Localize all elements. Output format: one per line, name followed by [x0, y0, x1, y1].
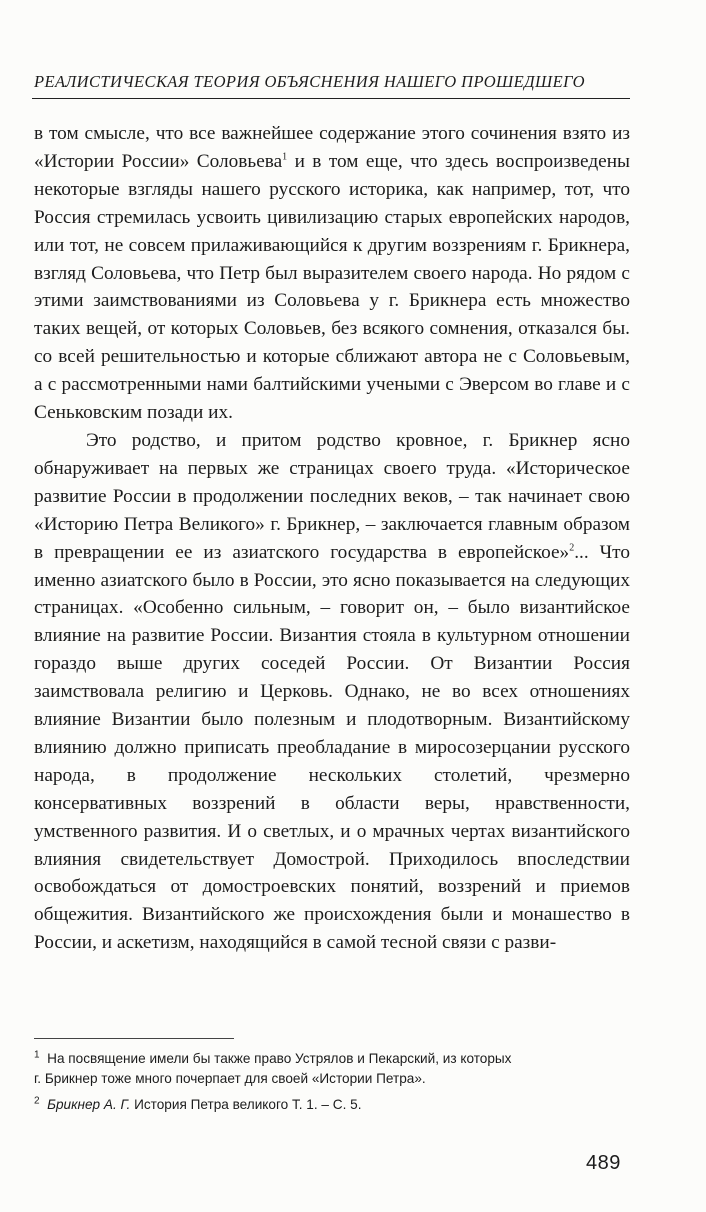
- page-number: 489: [586, 1152, 621, 1174]
- paragraph-2: [34, 427, 630, 957]
- paragraph-1-text-a: в том смысле, что все важнейшее содержание этого сочинения взято из «Истории России» Соловьева: [34, 123, 630, 172]
- running-head-rule: [32, 98, 630, 99]
- body-text: [34, 120, 630, 957]
- footnote-1: [34, 1049, 630, 1089]
- footnote-1-text-line1: На посвящение имели бы также право Устрялов и Пекарский, из которых: [47, 1051, 512, 1066]
- paragraph-1-text-b: и в том еще, что здесь воспроизведены некоторые взгляды нашего русского историка, как например, тот, что Россия стремилась усвоить цивилизацию старых европейских народов, или тот, не совсем прилаживающийся к другим воззрениям г. Брикнера, взгляд Соловьева, что Петр был выразителем своего народа. Но рядом с этими заимствованиями из Соловьева у г. Брикнера есть множество таких вещей, от которых Соловьев, без всякого сомнения, отказался бы. со всей решительностью и которые сближают автора не с Соловьевым, а с рассмотренными нами балтийскими учеными с Эверсом во главе и с Сеньковским позади их.: [34, 150, 630, 424]
- footnotes: [34, 1049, 630, 1121]
- paragraph-2-text-b: ... Что именно азиатского было в России, это ясно показывается на следующих страницах. «Особенно сильным, – говорит он, – было византийское влияние на развитие России. Византия стояла в культурном отношении гораздо выше других соседей России. От Византии Россия заимствовала религию и Церковь. Однако, не во всех отношениях влияние Византии было полезным и плодотворным. Византийскому влиянию должно приписать преобладание в миросозерцании русского народа, в продолжение нескольких столетий, чрезмерно консервативных воззрений в области веры, нравственности, умственного развития. И о светлых, и о мрачных чертах византийского влияния свидетельствует Домострой. Приходилось впоследствии освобождаться от домостроевских понятий, воззрений и приемов общежития. Византийского же происхождения были и монашество в России, и аскетизм, находящийся в самой тесной связи с разви-: [34, 541, 630, 954]
- footnote-2-text: История Петра великого Т. 1. – С. 5.: [130, 1097, 362, 1112]
- footnote-2: [34, 1095, 630, 1115]
- footnote-ref-2[interactable]: 2: [569, 542, 575, 554]
- footnote-2-mark: 2: [34, 1095, 40, 1107]
- running-head: РЕАЛИСТИЧЕСКАЯ ТЕОРИЯ ОБЪЯСНЕНИЯ НАШЕГО ПРОШЕДШЕГО: [34, 72, 585, 91]
- footnote-2-author: Брикнер А. Г.: [47, 1097, 131, 1112]
- footnote-ref-1[interactable]: 1: [282, 151, 288, 163]
- footnote-1-text-line2: г. Брикнер тоже много почерпает для своей «Истории Петра».: [34, 1071, 426, 1086]
- footnote-separator: [34, 1038, 234, 1039]
- paragraph-1: [34, 120, 630, 427]
- footnote-1-mark: 1: [34, 1049, 40, 1061]
- paragraph-2-text-a: Это родство, и притом родство кровное, г. Брикнер ясно обнаруживает на первых же страницах своего труда. «Историческое развитие России в продолжении последних веков, – так начинает свою «Историю Петра Великого» г. Брикнер, – заключается главным образом в превращении ее из азиатского государства в европейское»: [34, 429, 630, 563]
